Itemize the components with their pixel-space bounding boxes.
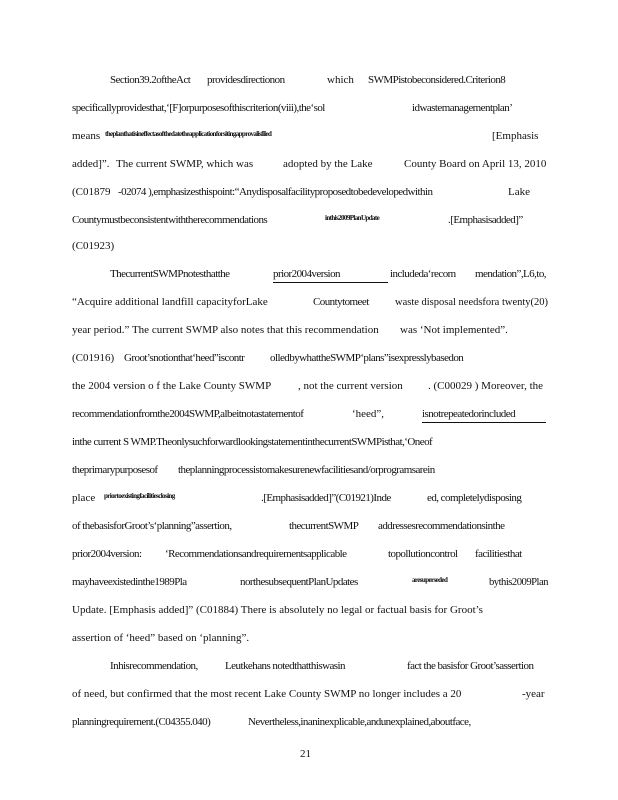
- text-line-3-segment-1: means: [72, 130, 101, 142]
- text-line-4-segment-3: adopted by the Lake: [283, 158, 373, 170]
- text-line-24-segment-2: Nevertheless,inaninexplicable,andunexplained,aboutface,: [248, 716, 471, 728]
- text-line-14-segment-1: inthe current S WMP.TheonlysuchforwardlookingstatementinthecurrentSWMPisthat,‘Oneof: [72, 436, 433, 448]
- text-line-20-segment-1: Update. [Emphasis added]” (C01884) There is absolutely no legal or factual basis for Groot’s: [72, 604, 483, 616]
- text-line-18-segment-1: prior2004version:: [72, 548, 142, 560]
- text-line-11-segment-3: olledbywhattheSWMP‘plans”isexpresslybasedon: [270, 352, 464, 364]
- text-line-16-segment-3: .[Emphasisadded]”(C01921)Inde: [261, 492, 391, 504]
- text-line-15-segment-2: theplanningprocessistomakesurenewfacilitiesand/orprogramsarein: [178, 464, 435, 476]
- page-number: 21: [300, 748, 311, 760]
- text-line-22-segment-2: Leutkehans notedthatthiswasin: [225, 660, 345, 672]
- text-line-16-segment-1: place: [72, 492, 96, 504]
- text-line-17-segment-1: of thebasisforGroot’s‘planning”assertion,: [72, 520, 232, 532]
- text-line-4-segment-1: added]”.: [72, 158, 110, 170]
- text-line-23-segment-2: -year: [522, 688, 545, 700]
- text-line-18-segment-3: topollutioncontrol: [388, 548, 458, 560]
- text-line-8-segment-2: prior2004version: [273, 268, 340, 280]
- text-line-8-segment-4: mendation”,L6,to,: [475, 268, 546, 280]
- underline-isnotrepeated: [422, 422, 546, 423]
- text-line-19-segment-2: northesubsequentPlanUpdates: [240, 576, 358, 588]
- text-line-8-segment-3: includeda‘recom: [390, 268, 456, 280]
- text-line-1-segment-2: providesdirectionon: [207, 74, 285, 86]
- text-line-16-segment-4: ed, completelydisposing: [427, 492, 522, 504]
- text-line-18-segment-4: facilitiesthat: [475, 548, 522, 560]
- text-line-5-segment-2: -02074 ),emphasizesthispoint:“Anydisposalfacilityproposedtobedevelopedwithin: [118, 186, 433, 198]
- text-line-21-segment-1: assertion of ‘heed” based on ‘planning”.: [72, 632, 250, 644]
- text-line-1-segment-3: which: [327, 74, 354, 86]
- text-line-3-segment-3: [Emphasis: [492, 130, 539, 142]
- text-line-19-segment-1: mayhaveexistedinthe1989Pla: [72, 576, 187, 588]
- text-line-19-segment-4: bythis2009Plan: [489, 576, 548, 588]
- text-line-22-segment-3: fact the basisfor Groot’sassertion: [407, 660, 534, 672]
- text-line-22-segment-1: Inhisrecommendation,: [110, 660, 198, 672]
- text-line-11-segment-1: (C01916): [72, 352, 115, 364]
- text-line-16-segment-2: priortoexistingfacilitiesclosing: [104, 492, 175, 500]
- underline-prior2004version: [273, 282, 388, 283]
- text-line-6-segment-2: inthis2009PlanUpdate: [325, 214, 380, 222]
- text-line-13-segment-2: ‘heed”,: [352, 408, 385, 420]
- text-line-9-segment-3: waste disposal needsfora twenty(20): [395, 296, 548, 308]
- text-line-12-segment-1: the 2004 version o f the Lake County SWMP: [72, 380, 272, 392]
- text-line-19-segment-3: aresuperseded: [412, 576, 448, 584]
- text-line-13-segment-1: recommendationfromthe2004SWMP,albeitnotastatementof: [72, 408, 304, 420]
- text-line-13-segment-3: isnotrepeatedorincluded: [422, 408, 516, 420]
- text-line-11-segment-2: Groot’snotionthat‘heed”iscontr: [124, 352, 245, 364]
- text-line-10-segment-1: year period.” The current SWMP also notes that this recommendation: [72, 324, 379, 336]
- text-line-24-segment-1: planningrequirement.(C04355.040): [72, 716, 211, 728]
- text-line-2-segment-1: specificallyprovidesthat,‘[F]orpurposesofthiscriterion(viii),the‘sol: [72, 102, 325, 114]
- text-line-17-segment-2: thecurrentSWMP: [289, 520, 359, 532]
- text-line-12-segment-3: . (C00029 ) Moreover, the: [428, 380, 544, 392]
- text-line-12-segment-2: , not the current version: [298, 380, 403, 392]
- text-line-15-segment-1: theprimarypurposesof: [72, 464, 158, 476]
- text-line-4-segment-4: County Board on April 13, 2010: [404, 158, 547, 170]
- text-line-1-segment-4: SWMPistobeconsidered.Criterion8: [368, 74, 506, 86]
- text-line-10-segment-2: was ‘Not implemented”.: [400, 324, 508, 336]
- text-line-4-segment-2: The current SWMP, which was: [116, 158, 254, 170]
- text-line-3-segment-2: theplanthatisineffectasofthedatetheapplicationforsitingapprovalisfiled: [105, 130, 272, 138]
- text-line-9-segment-1: “Acquire additional landfill capacityforLake: [72, 296, 268, 308]
- text-line-1-segment-1: Section39.2oftheAct: [110, 74, 191, 86]
- text-line-18-segment-2: ‘Recommendationsandrequirementsapplicable: [165, 548, 347, 560]
- text-line-6-segment-3: .[Emphasisadded]”: [448, 214, 523, 226]
- text-line-8-segment-1: ThecurrentSWMPnotesthatthe: [110, 268, 230, 280]
- text-line-6-segment-1: Countymustbeconsistentwiththerecommendations: [72, 214, 268, 226]
- text-line-17-segment-3: addressesrecommendationsinthe: [378, 520, 505, 532]
- text-line-5-segment-1: (C01879: [72, 186, 111, 198]
- text-line-7-segment-1: (C01923): [72, 240, 115, 252]
- text-line-2-segment-2: idwastemanagementplan’: [412, 102, 513, 114]
- text-line-5-segment-3: Lake: [508, 186, 530, 198]
- text-line-9-segment-2: Countytomeet: [313, 296, 369, 308]
- text-line-23-segment-1: of need, but confirmed that the most recent Lake County SWMP no longer includes a 20: [72, 688, 462, 700]
